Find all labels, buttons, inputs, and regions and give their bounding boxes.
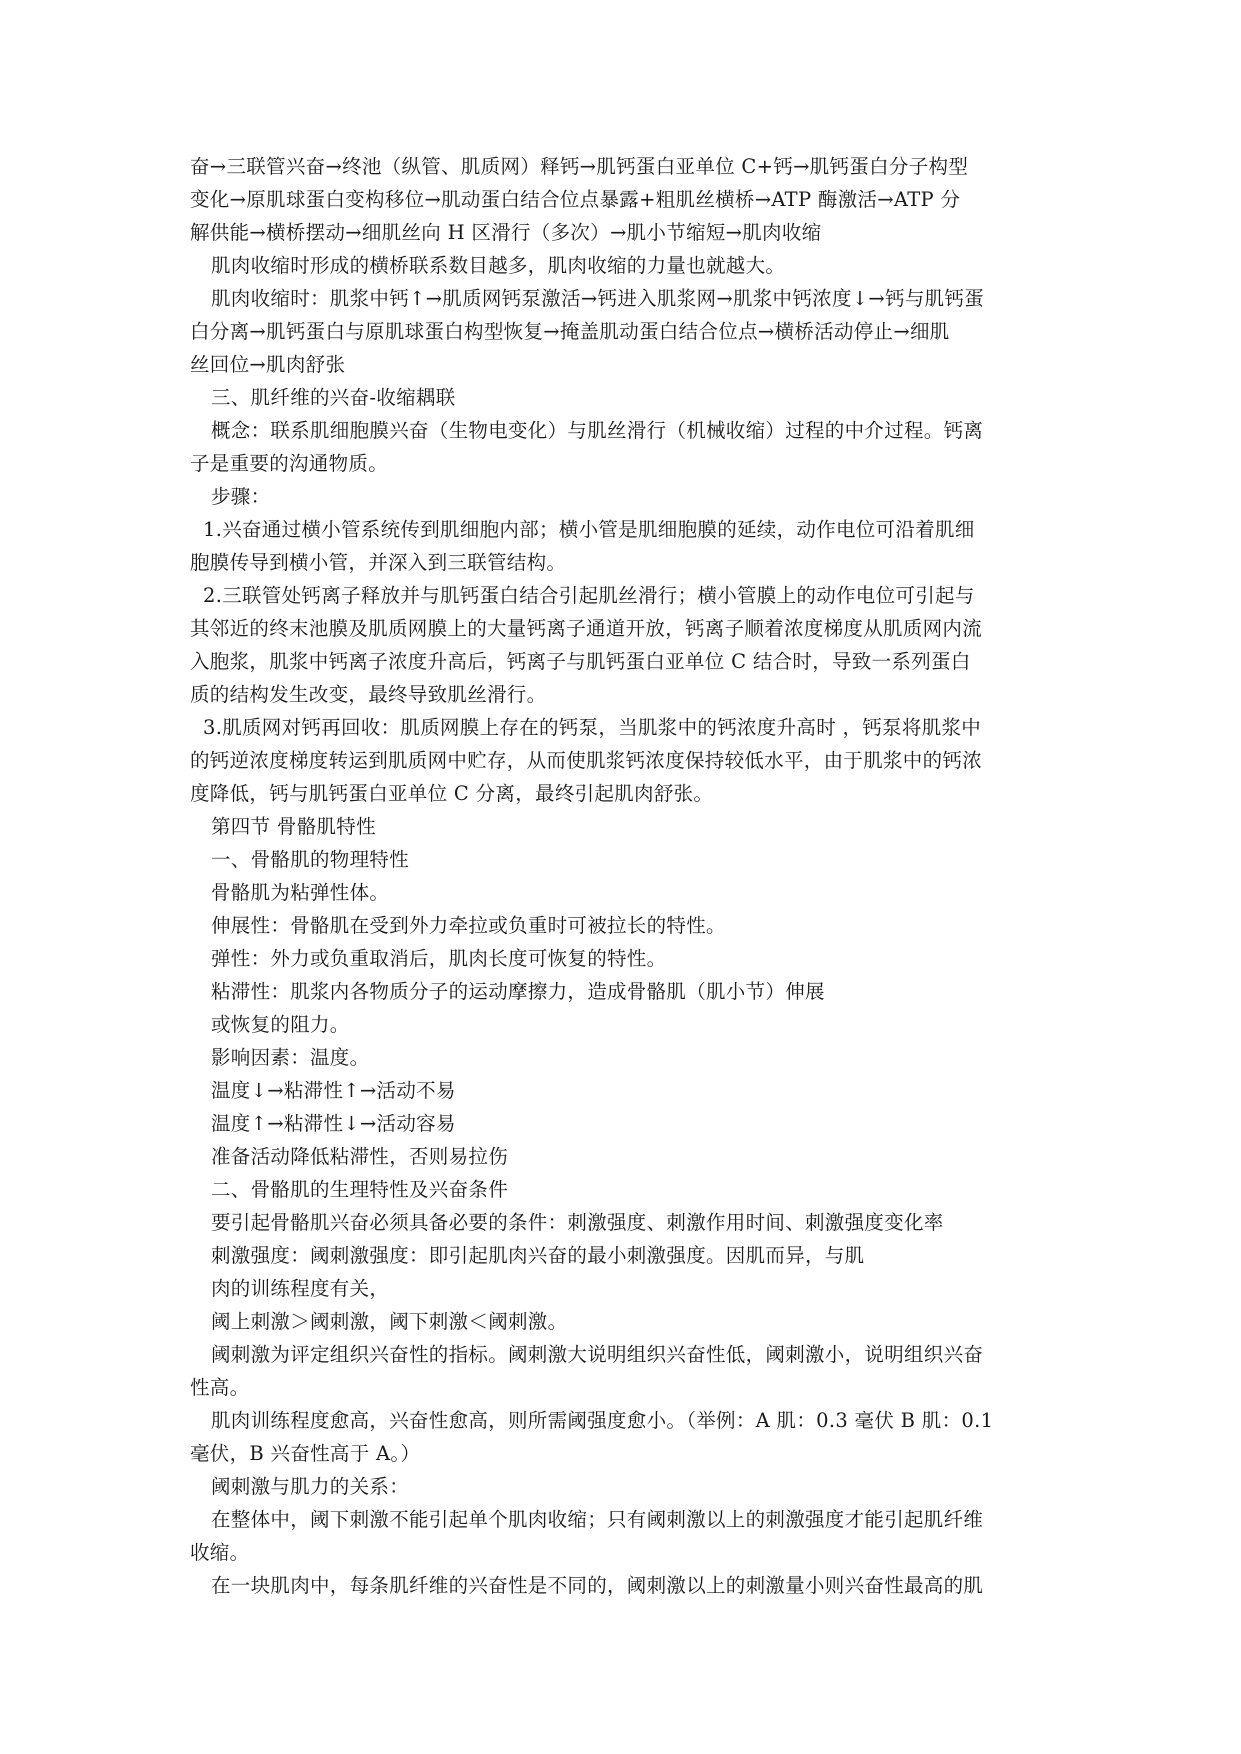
document-body — [190, 150, 1060, 1602]
text-line: 丝回位→肌肉舒张 — [190, 353, 346, 376]
text-line: 的钙逆浓度梯度转运到肌质网中贮存，从而使肌浆钙浓度保持较低水平，由于肌浆中的钙浓 — [190, 749, 983, 772]
text-line: 肌肉收缩时形成的横桥联系数目越多，肌肉收缩的力量也就越大。 — [211, 254, 786, 277]
text-line: 温度↑→粘滞性↓→活动容易 — [211, 1112, 456, 1135]
text-line: 其邻近的终末池膜及肌质网膜上的大量钙离子通道开放，钙离子顺着浓度梯度从肌质网内流 — [190, 617, 983, 640]
text-line: 粘滞性：肌浆内各物质分子的运动摩擦力，造成骨骼肌（肌小节）伸展 — [211, 980, 825, 1003]
text-line: 奋→三联管兴奋→终池（纵管、肌质网）释钙→肌钙蛋白亚单位 C+钙→肌钙蛋白分子构型 — [190, 155, 969, 178]
text-line: 3.肌质网对钙再回收：肌质网膜上存在的钙泵，当肌浆中的钙浓度升高时 ，钙泵将肌浆中 — [203, 716, 982, 739]
text-line: 步骤： — [211, 485, 271, 508]
text-line: 第四节 骨骼肌特性 — [211, 815, 376, 838]
text-line: 子是重要的沟通物质。 — [190, 452, 389, 475]
text-line: 在整体中，阈下刺激不能引起单个肌肉收缩；只有阈刺激以上的刺激强度才能引起肌纤维 — [211, 1508, 984, 1531]
text-line: 肉的训练程度有关， — [211, 1277, 390, 1300]
text-line: 二、骨骼肌的生理特性及兴奋条件 — [211, 1178, 509, 1201]
text-line: 伸展性：骨骼肌在受到外力牵拉或负重时可被拉长的特性。 — [211, 914, 726, 937]
text-line: 肌肉训练程度愈高，兴奋性愈高，则所需阈强度愈小。（举例：A 肌：0.3 毫伏 B 肌：0.1 — [211, 1409, 994, 1432]
text-line: 阈上刺激＞阈刺激，阈下刺激＜阈刺激。 — [211, 1310, 568, 1333]
text-line: 或恢复的阻力。 — [211, 1013, 350, 1036]
text-line: 质的结构发生改变，最终导致肌丝滑行。 — [190, 683, 547, 706]
text-line: 在一块肌肉中，每条肌纤维的兴奋性是不同的，阈刺激以上的刺激量小则兴奋性最高的肌 — [211, 1574, 984, 1597]
text-line: 概念：联系肌细胞膜兴奋（生物电变化）与肌丝滑行（机械收缩）过程的中介过程。钙离 — [211, 419, 984, 442]
text-line: 收缩。 — [190, 1541, 250, 1564]
text-line: 准备活动降低粘滞性，否则易拉伤 — [211, 1145, 509, 1168]
text-line: 解供能→横桥摆动→细肌丝向 H 区滑行（多次）→肌小节缩短→肌肉收缩 — [190, 221, 822, 244]
text-line: 影响因素：温度。 — [211, 1046, 370, 1069]
text-line: 入胞浆，肌浆中钙离子浓度升高后，钙离子与肌钙蛋白亚单位 C 结合时，导致一系列蛋白 — [190, 650, 971, 673]
text-line: 弹性：外力或负重取消后，肌肉长度可恢复的特性。 — [211, 947, 667, 970]
text-line: 白分离→肌钙蛋白与原肌球蛋白构型恢复→掩盖肌动蛋白结合位点→横桥活动停止→细肌 — [190, 320, 950, 343]
text-line: 2.三联管处钙离子释放并与肌钙蛋白结合引起肌丝滑行；横小管膜上的动作电位可引起与 — [203, 584, 975, 607]
text-line: 变化→原肌球蛋白变构移位→肌动蛋白结合位点暴露+粗肌丝横桥→ATP 酶激活→ATP 分 — [190, 188, 961, 211]
text-line: 毫伏，B 兴奋性高于 A。） — [190, 1442, 421, 1465]
text-line: 阈刺激为评定组织兴奋性的指标。阈刺激大说明组织兴奋性低，阈刺激小，说明组织兴奋 — [211, 1343, 984, 1366]
text-line: 刺激强度：阈刺激强度：即引起肌肉兴奋的最小刺激强度。因肌而异，与肌 — [211, 1244, 865, 1267]
text-line: 度降低，钙与肌钙蛋白亚单位 C 分离，最终引起肌肉舒张。 — [190, 782, 714, 805]
text-line: 肌肉收缩时：肌浆中钙↑→肌质网钙泵激活→钙进入肌浆网→肌浆中钙浓度↓→钙与肌钙蛋 — [211, 287, 985, 310]
text-line: 胞膜传导到横小管，并深入到三联管结构。 — [190, 551, 567, 574]
text-line: 阈刺激与肌力的关系： — [211, 1475, 410, 1498]
text-line: 要引起骨骼肌兴奋必须具备必要的条件：刺激强度、刺激作用时间、刺激强度变化率 — [211, 1211, 944, 1234]
text-line: 一、骨骼肌的物理特性 — [211, 848, 410, 871]
text-line: 性高。 — [190, 1376, 250, 1399]
text-line: 骨骼肌为粘弹性体。 — [211, 881, 390, 904]
text-line: 1.兴奋通过横小管系统传到肌细胞内部；横小管是肌细胞膜的延续，动作电位可沿着肌细 — [203, 518, 975, 541]
text-line: 温度↓→粘滞性↑→活动不易 — [211, 1079, 456, 1102]
text-line: 三、肌纤维的兴奋-收缩耦联 — [211, 386, 456, 409]
